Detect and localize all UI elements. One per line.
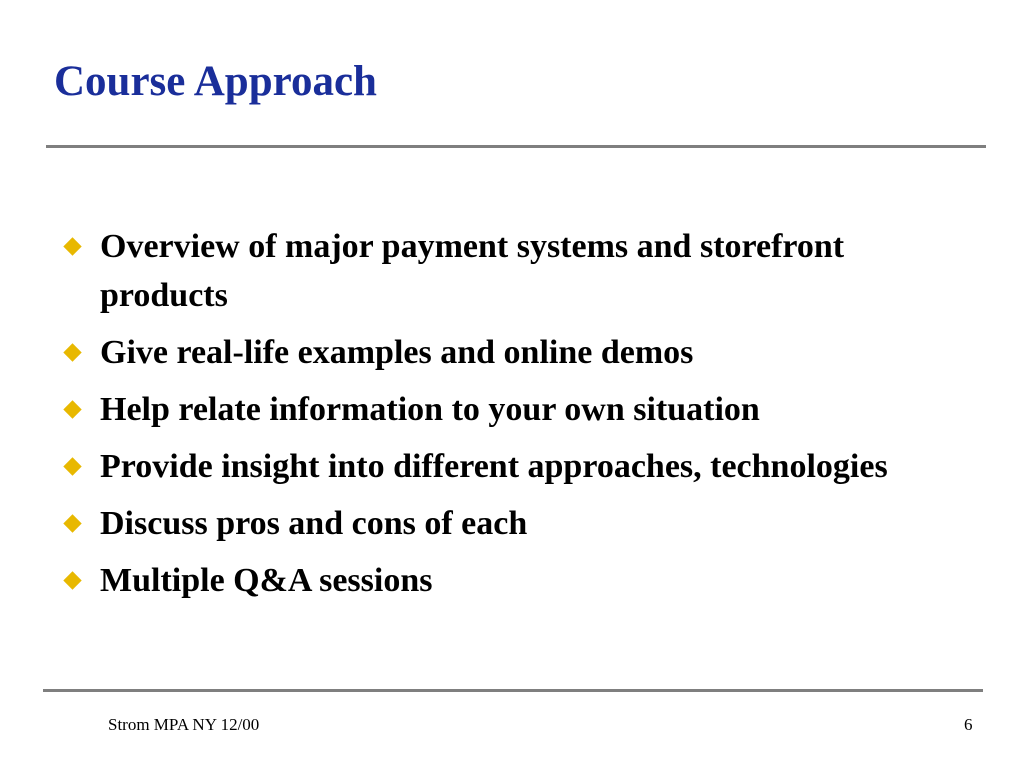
page-number: 6 bbox=[964, 715, 973, 734]
bullet-list bbox=[62, 222, 962, 605]
bullet-text: Multiple Q&A sessions bbox=[100, 562, 433, 599]
slide-title: Course Approach bbox=[54, 58, 377, 105]
diamond-icon bbox=[63, 571, 81, 589]
title-divider bbox=[46, 145, 986, 148]
diamond-icon bbox=[63, 237, 81, 255]
bullet-text: Overview of major payment systems and storefront products bbox=[100, 228, 845, 314]
bullet-text: Provide insight into different approaches, technologies bbox=[100, 448, 888, 485]
footer-divider bbox=[43, 689, 983, 692]
bullet-item bbox=[62, 556, 962, 605]
bullet-item bbox=[62, 328, 962, 377]
bullet-item bbox=[62, 442, 962, 491]
bullet-item bbox=[62, 385, 962, 434]
diamond-icon bbox=[63, 400, 81, 418]
bullet-text: Help relate information to your own situation bbox=[100, 391, 760, 428]
diamond-icon bbox=[63, 514, 81, 532]
bullet-item bbox=[62, 222, 962, 320]
footer-text: Strom MPA NY 12/00 bbox=[108, 715, 260, 734]
bullet-item bbox=[62, 499, 962, 548]
diamond-icon bbox=[63, 457, 81, 475]
bullet-text: Give real-life examples and online demos bbox=[100, 334, 694, 371]
diamond-icon bbox=[63, 343, 81, 361]
bullet-text: Discuss pros and cons of each bbox=[100, 505, 528, 542]
